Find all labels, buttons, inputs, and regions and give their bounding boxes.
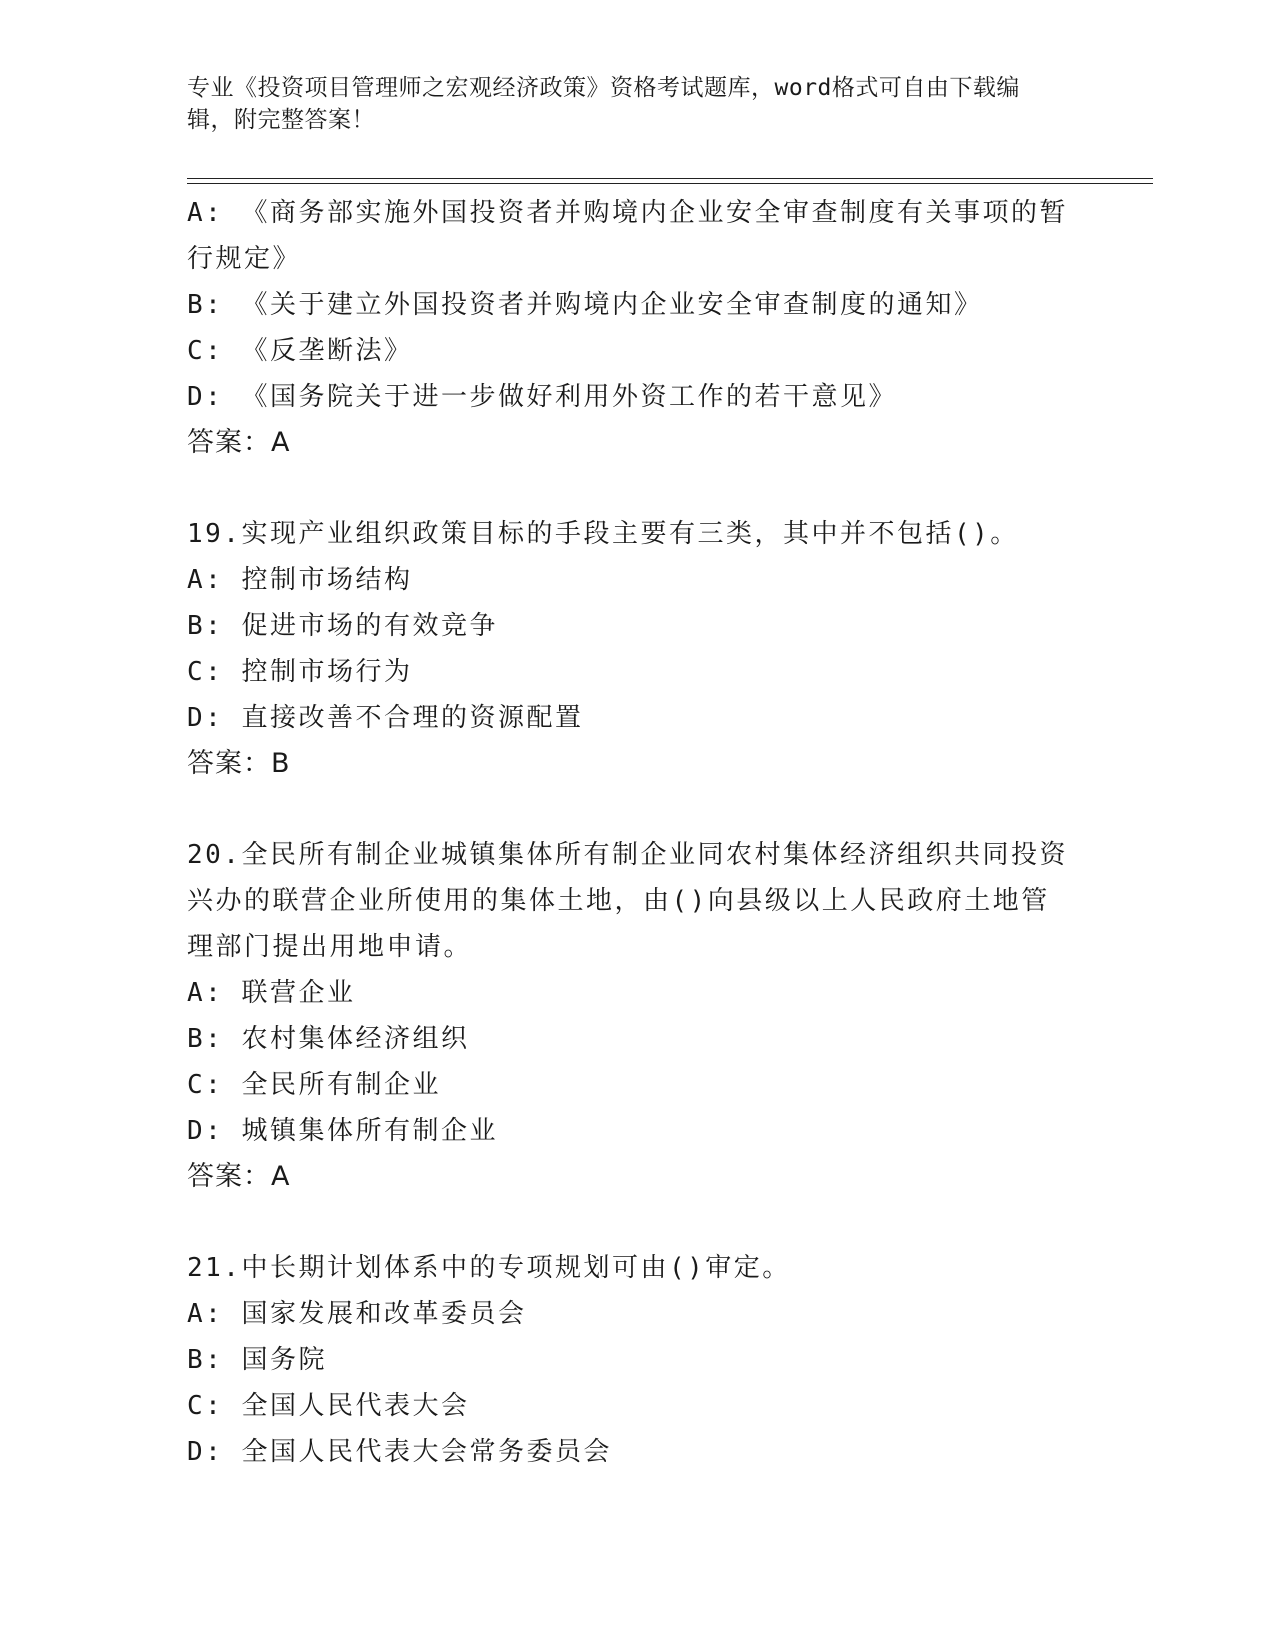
question-block-21	[187, 1245, 1087, 1475]
question-stem-line-1: 20.全民所有制企业城镇集体所有制企业同农村集体经济组织共同投资	[187, 840, 1068, 870]
option-d: D: 直接改善不合理的资源配置	[187, 703, 584, 733]
option-c: C: 全国人民代表大会	[187, 1391, 470, 1421]
option-a-line-2: 行规定》	[187, 244, 302, 274]
answer: 答案：B	[187, 748, 291, 779]
header-rule-bottom	[187, 183, 1153, 184]
option-a: A: 联营企业	[187, 978, 356, 1008]
question-block-previous	[187, 190, 1087, 466]
question-stem-line-2: 兴办的联营企业所使用的集体土地，由()向县级以上人民政府土地管	[187, 886, 1050, 916]
header-note	[187, 72, 1087, 136]
option-b: B: 国务院	[187, 1345, 327, 1375]
question-stem: 21.中长期计划体系中的专项规划可由()审定。	[187, 1253, 791, 1283]
header-line-2: 辑，附完整答案！	[187, 107, 375, 133]
answer: 答案：A	[187, 1161, 291, 1192]
option-b: B: 促进市场的有效竞争	[187, 611, 498, 641]
answer: 答案：A	[187, 427, 291, 458]
option-c: C: 控制市场行为	[187, 657, 413, 687]
option-c: C: 全民所有制企业	[187, 1070, 441, 1100]
option-d: D: 城镇集体所有制企业	[187, 1116, 498, 1146]
question-stem-line-3: 理部门提出用地申请。	[187, 932, 473, 962]
option-b: B: 农村集体经济组织	[187, 1024, 470, 1054]
header-rule-top	[187, 178, 1153, 179]
option-c: C: 《反垄断法》	[187, 336, 413, 366]
question-block-20	[187, 832, 1087, 1200]
question-list	[187, 190, 1087, 1475]
option-a-line-1: A: 《商务部实施外国投资者并购境内企业安全审查制度有关事项的暂	[187, 198, 1068, 228]
question-block-19	[187, 511, 1087, 787]
option-a: A: 控制市场结构	[187, 565, 413, 595]
header-line-1: 专业《投资项目管理师之宏观经济政策》资格考试题库，word格式可自由下载编	[187, 75, 1020, 101]
option-d: D: 全国人民代表大会常务委员会	[187, 1437, 612, 1467]
question-stem: 19.实现产业组织政策目标的手段主要有三类，其中并不包括()。	[187, 519, 1019, 549]
option-b: B: 《关于建立外国投资者并购境内企业安全审查制度的通知》	[187, 290, 983, 320]
option-d: D: 《国务院关于进一步做好利用外资工作的若干意见》	[187, 382, 897, 412]
option-a: A: 国家发展和改革委员会	[187, 1299, 527, 1329]
